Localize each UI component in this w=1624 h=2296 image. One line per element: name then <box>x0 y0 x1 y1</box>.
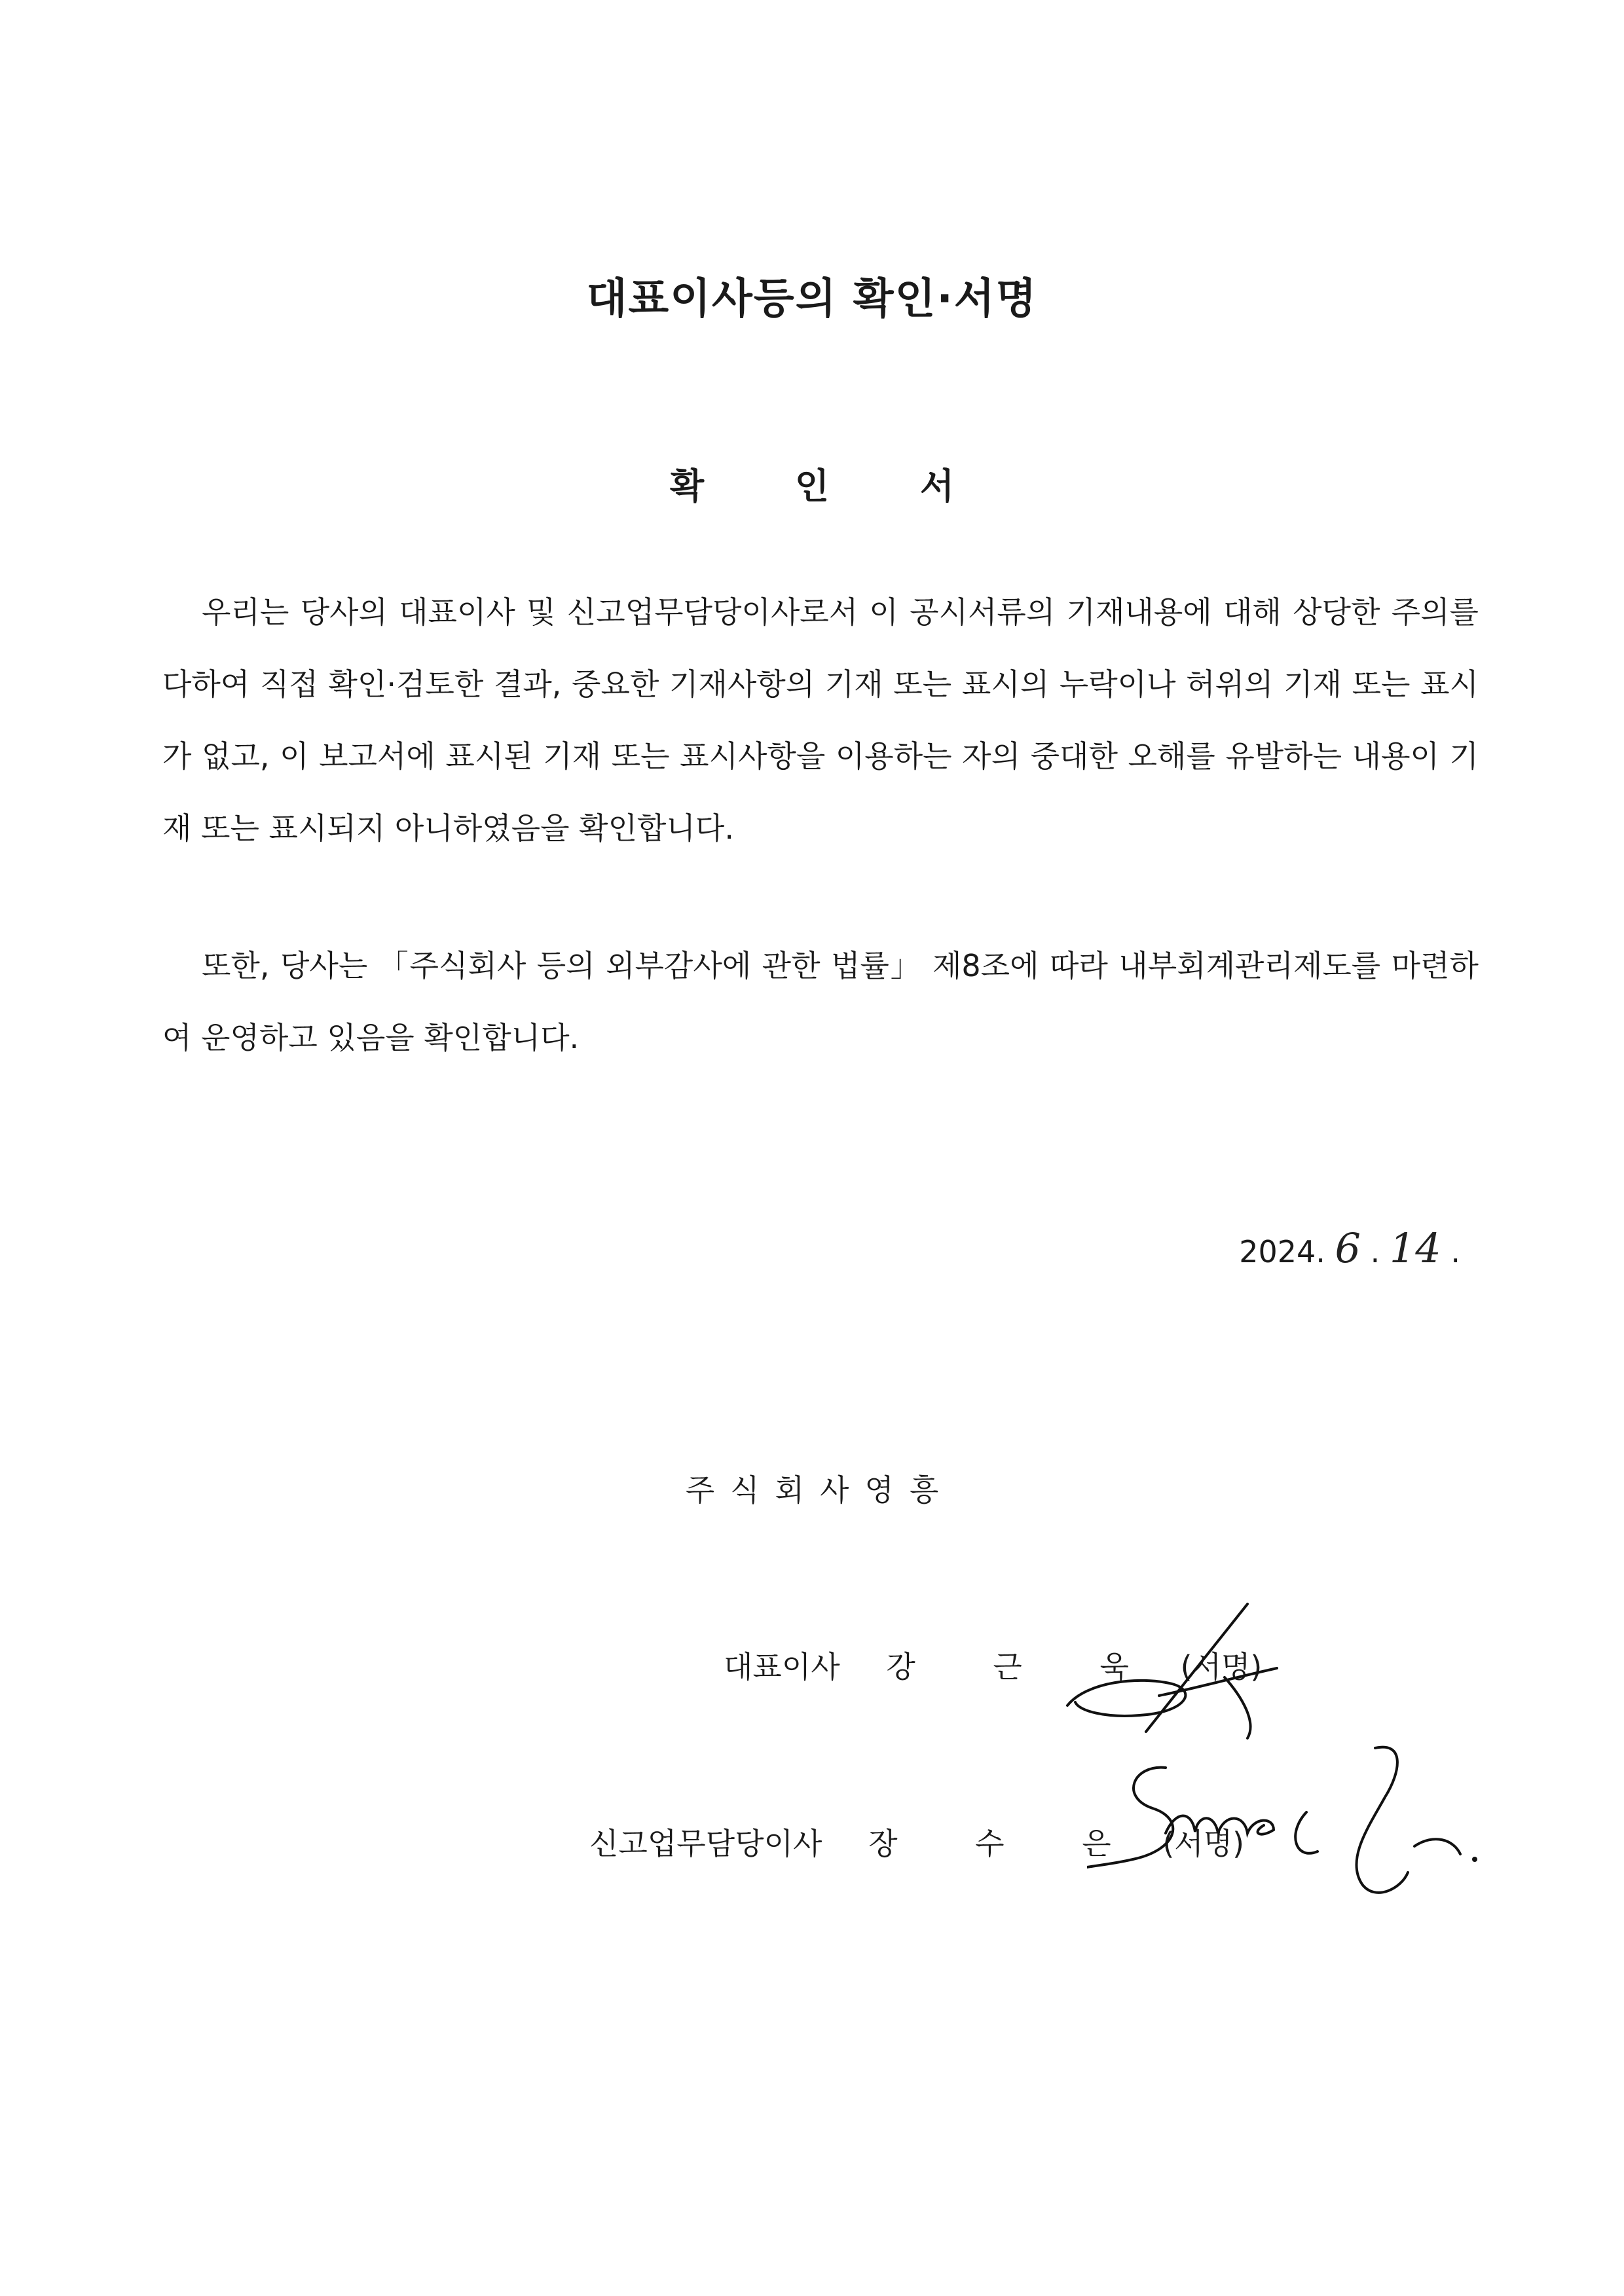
signer-name: 장 수 은 <box>868 1826 1145 1861</box>
internal-control-paragraph: 또한, 당사는 「주식회사 등의 외부감사에 관한 법률」 제8조에 따라 내부회계관리제도를 마련하여 운영하고 있음을 확인합니다. <box>162 948 1479 1055</box>
confirmation-paragraph: 우리는 당사의 대표이사 및 신고업무담당이사로서 이 공시서류의 기재내용에 대해 상당한 주의를 다하여 직접 확인·검토한 결과, 중요한 기재사항의 기재 또는 표시의 누락이나 허위의 기재 또는 표시가 없고, 이 보고서에 표시된 기재 또는 표시사항을 이용하는 자의 중대한 오해를 유발하는 내용이 기재 또는 표시되지 아니하였음을 확인합니다. <box>162 594 1479 846</box>
page-title: 대표이사등의 확인·서명 <box>586 275 1038 323</box>
date-day: 14 <box>1389 1224 1441 1272</box>
signature-label: (서명) <box>1162 1826 1245 1861</box>
cfo-signature <box>1087 1735 1480 1905</box>
section-title: 확 인 서 <box>669 465 994 507</box>
ceo-signature <box>1061 1597 1283 1748</box>
date-line <box>1239 1224 1460 1272</box>
signer-role: 신고업무담당이사 <box>589 1826 822 1861</box>
signer-role: 대표이사 <box>724 1649 840 1685</box>
signer-name: 강 근 욱 <box>886 1649 1163 1685</box>
date-end: . <box>1450 1234 1460 1269</box>
date-year: 2024. <box>1239 1234 1325 1269</box>
date-month: 6 <box>1335 1224 1361 1272</box>
signature-label: (서명) <box>1180 1649 1263 1685</box>
company-name: 주식회사영흥 <box>685 1472 955 1508</box>
date-separator: . <box>1370 1234 1380 1269</box>
